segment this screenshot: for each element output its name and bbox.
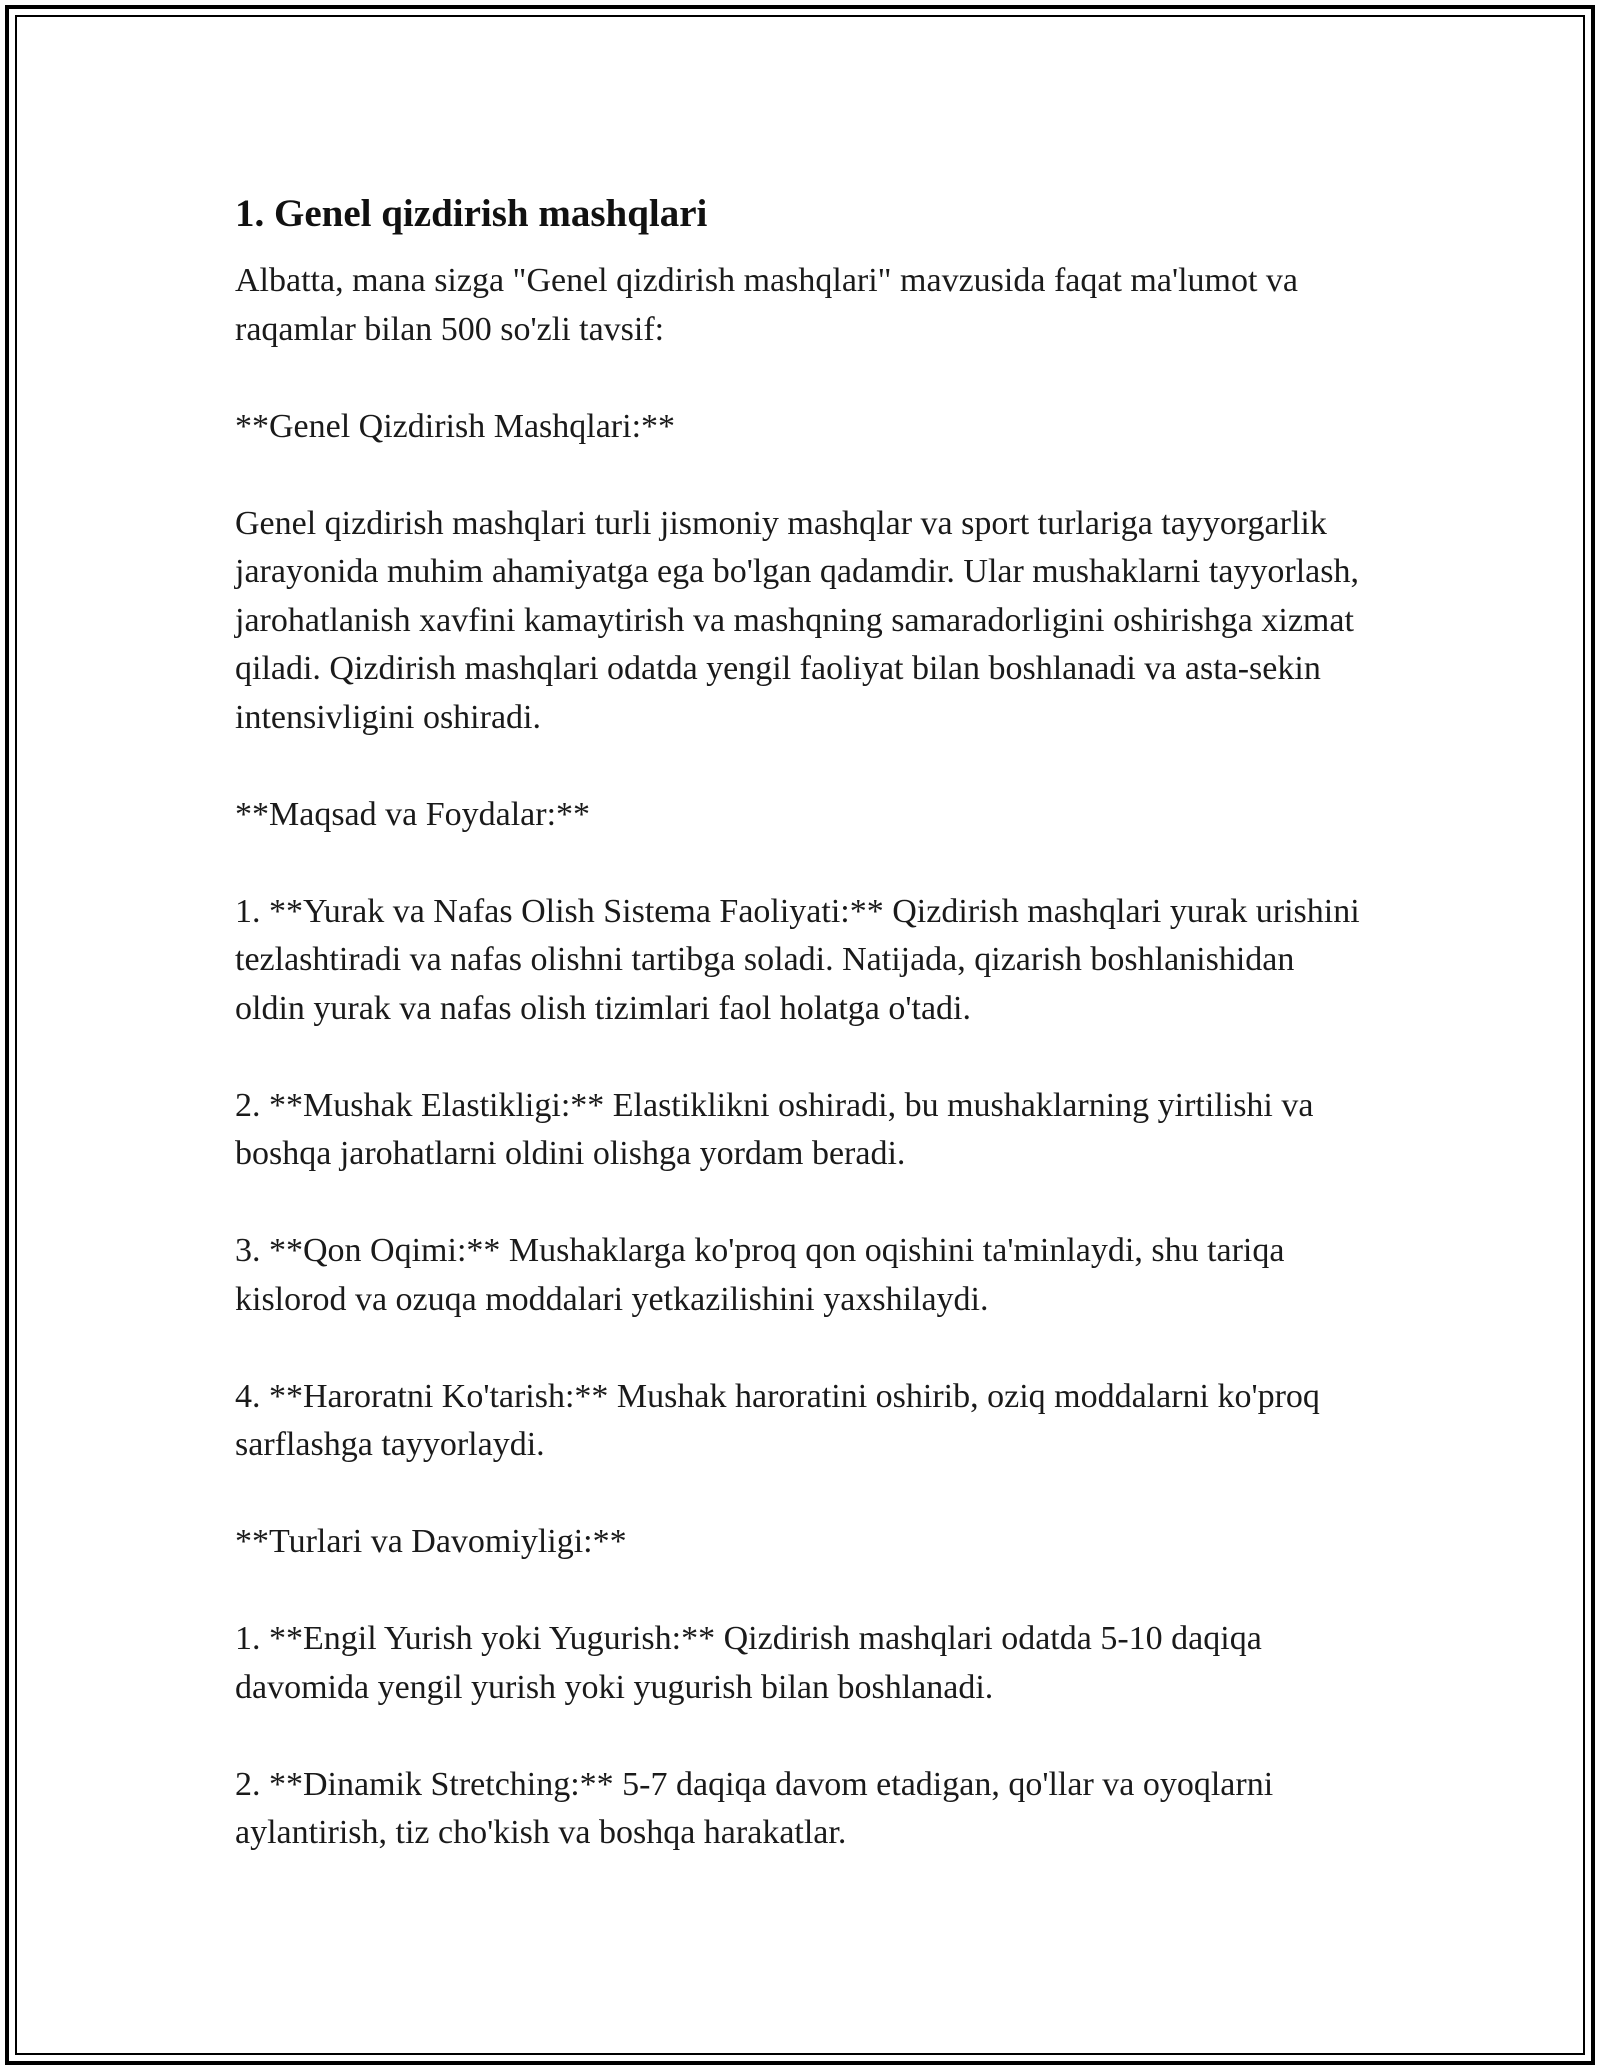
document-title: 1. Genel qizdirish mashqlari — [235, 192, 708, 235]
goals-item-3: 3. **Qon Oqimi:** Mushaklarga ko'proq qon oqishini ta'minlaydi, shu tariqa kislorod va ozuqa moddalari yetkazilishini yaxshilaydi. — [235, 1232, 1285, 1318]
types-item-1: 1. **Engil Yurish yoki Yugurish:** Qizdirish mashqlari odatda 5-10 daqiqa davomida yengil yurish yoki yugurish bilan boshlanadi. — [235, 1620, 1262, 1706]
goals-item-1: 1. **Yurak va Nafas Olish Sistema Faoliyati:** Qizdirish mashqlari yurak urishini tezlashtiradi va nafas olishni tartibga soladi. Natijada, qizarish boshlanishidan oldin yurak va nafas olish tizimlari faol holatga o'tadi. — [235, 892, 1360, 1027]
section-heading-types: **Turlari va Davomiyligi:** — [235, 1523, 627, 1560]
goals-item-2: 2. **Mushak Elastikligi:** Elastiklikni oshiradi, bu mushaklarning yirtilishi va boshqa jarohatlarni oldini olishga yordam beradi. — [235, 1086, 1314, 1172]
types-item-2: 2. **Dinamik Stretching:** 5-7 daqiqa davom etadigan, qo'llar va oyoqlarni aylantirish, tiz cho'kish va boshqa harakatlar. — [235, 1765, 1274, 1851]
document-body — [235, 185, 1365, 1906]
overview-paragraph: Genel qizdirish mashqlari turli jismoniy mashqlar va sport turlariga tayyorgarlik jarayonida muhim ahamiyatga ega bo'lgan qadamdir. Ular mushaklarni tayyorlash, jarohatlanish xavfini kamaytirish va mashqning samaradorligini oshirishga xizmat qiladi. Qizdirish mashqlari odatda yengil faoliyat bilan boshlanadi va asta-sekin intensivligini oshiradi. — [235, 504, 1360, 736]
goals-item-4: 4. **Haroratni Ko'tarish:** Mushak haroratini oshirib, oziq moddalarni ko'proq sarflashga tayyorlaydi. — [235, 1377, 1320, 1463]
section-heading-overview: **Genel Qizdirish Mashqlari:** — [235, 407, 676, 445]
section-heading-goals: **Maqsad va Foydalar:** — [235, 795, 591, 833]
intro-paragraph: Albatta, mana sizga "Genel qizdirish mashqlari" mavzusida faqat ma'lumot va raqamlar bilan 500 so'zli tavsif: — [235, 262, 1298, 348]
